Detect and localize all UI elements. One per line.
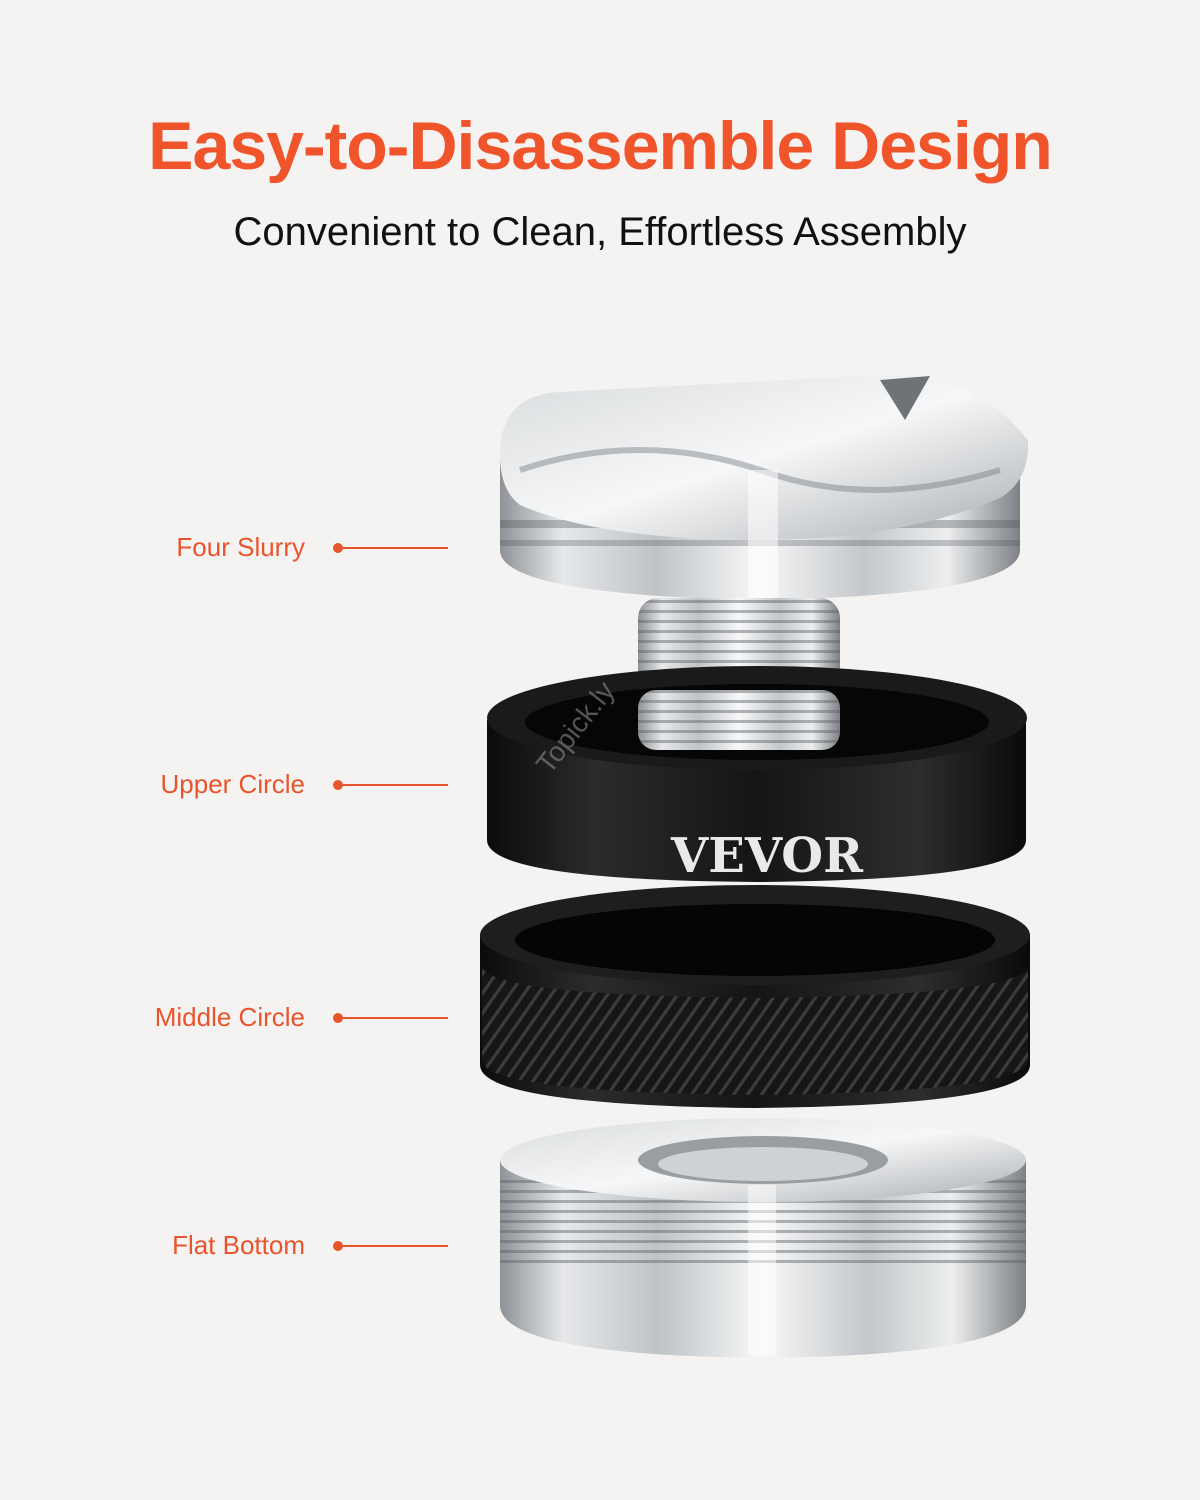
subheadline: Convenient to Clean, Effortless Assembly (233, 210, 967, 254)
callout-dot (333, 1013, 343, 1023)
callout-label: Four Slurry (176, 532, 305, 562)
callout-label: Upper Circle (160, 769, 305, 799)
middle-circle-ring (480, 885, 1030, 1108)
callout-line (343, 784, 448, 786)
callout-line (343, 1017, 448, 1019)
callout-line (343, 1245, 448, 1247)
callout-dot (333, 780, 343, 790)
watermark: Topick.ly (530, 675, 621, 780)
callout-four-slurry (0, 530, 460, 570)
callout-upper-circle (0, 767, 460, 807)
callout-flat-bottom (0, 1228, 460, 1268)
callout-label: Flat Bottom (172, 1230, 305, 1260)
callout-line (343, 547, 448, 549)
callout-dot (333, 543, 343, 553)
four-slurry-head (500, 375, 1028, 600)
flat-bottom-base (500, 1118, 1026, 1358)
upper-circle-ring (487, 666, 1027, 884)
callout-dot (333, 1241, 343, 1251)
callout-label: Middle Circle (154, 1002, 305, 1032)
callout-middle-circle (0, 1000, 460, 1040)
vevor-logo: VEVOR (671, 828, 863, 884)
headline: Easy-to-Disassemble Design (148, 108, 1052, 184)
